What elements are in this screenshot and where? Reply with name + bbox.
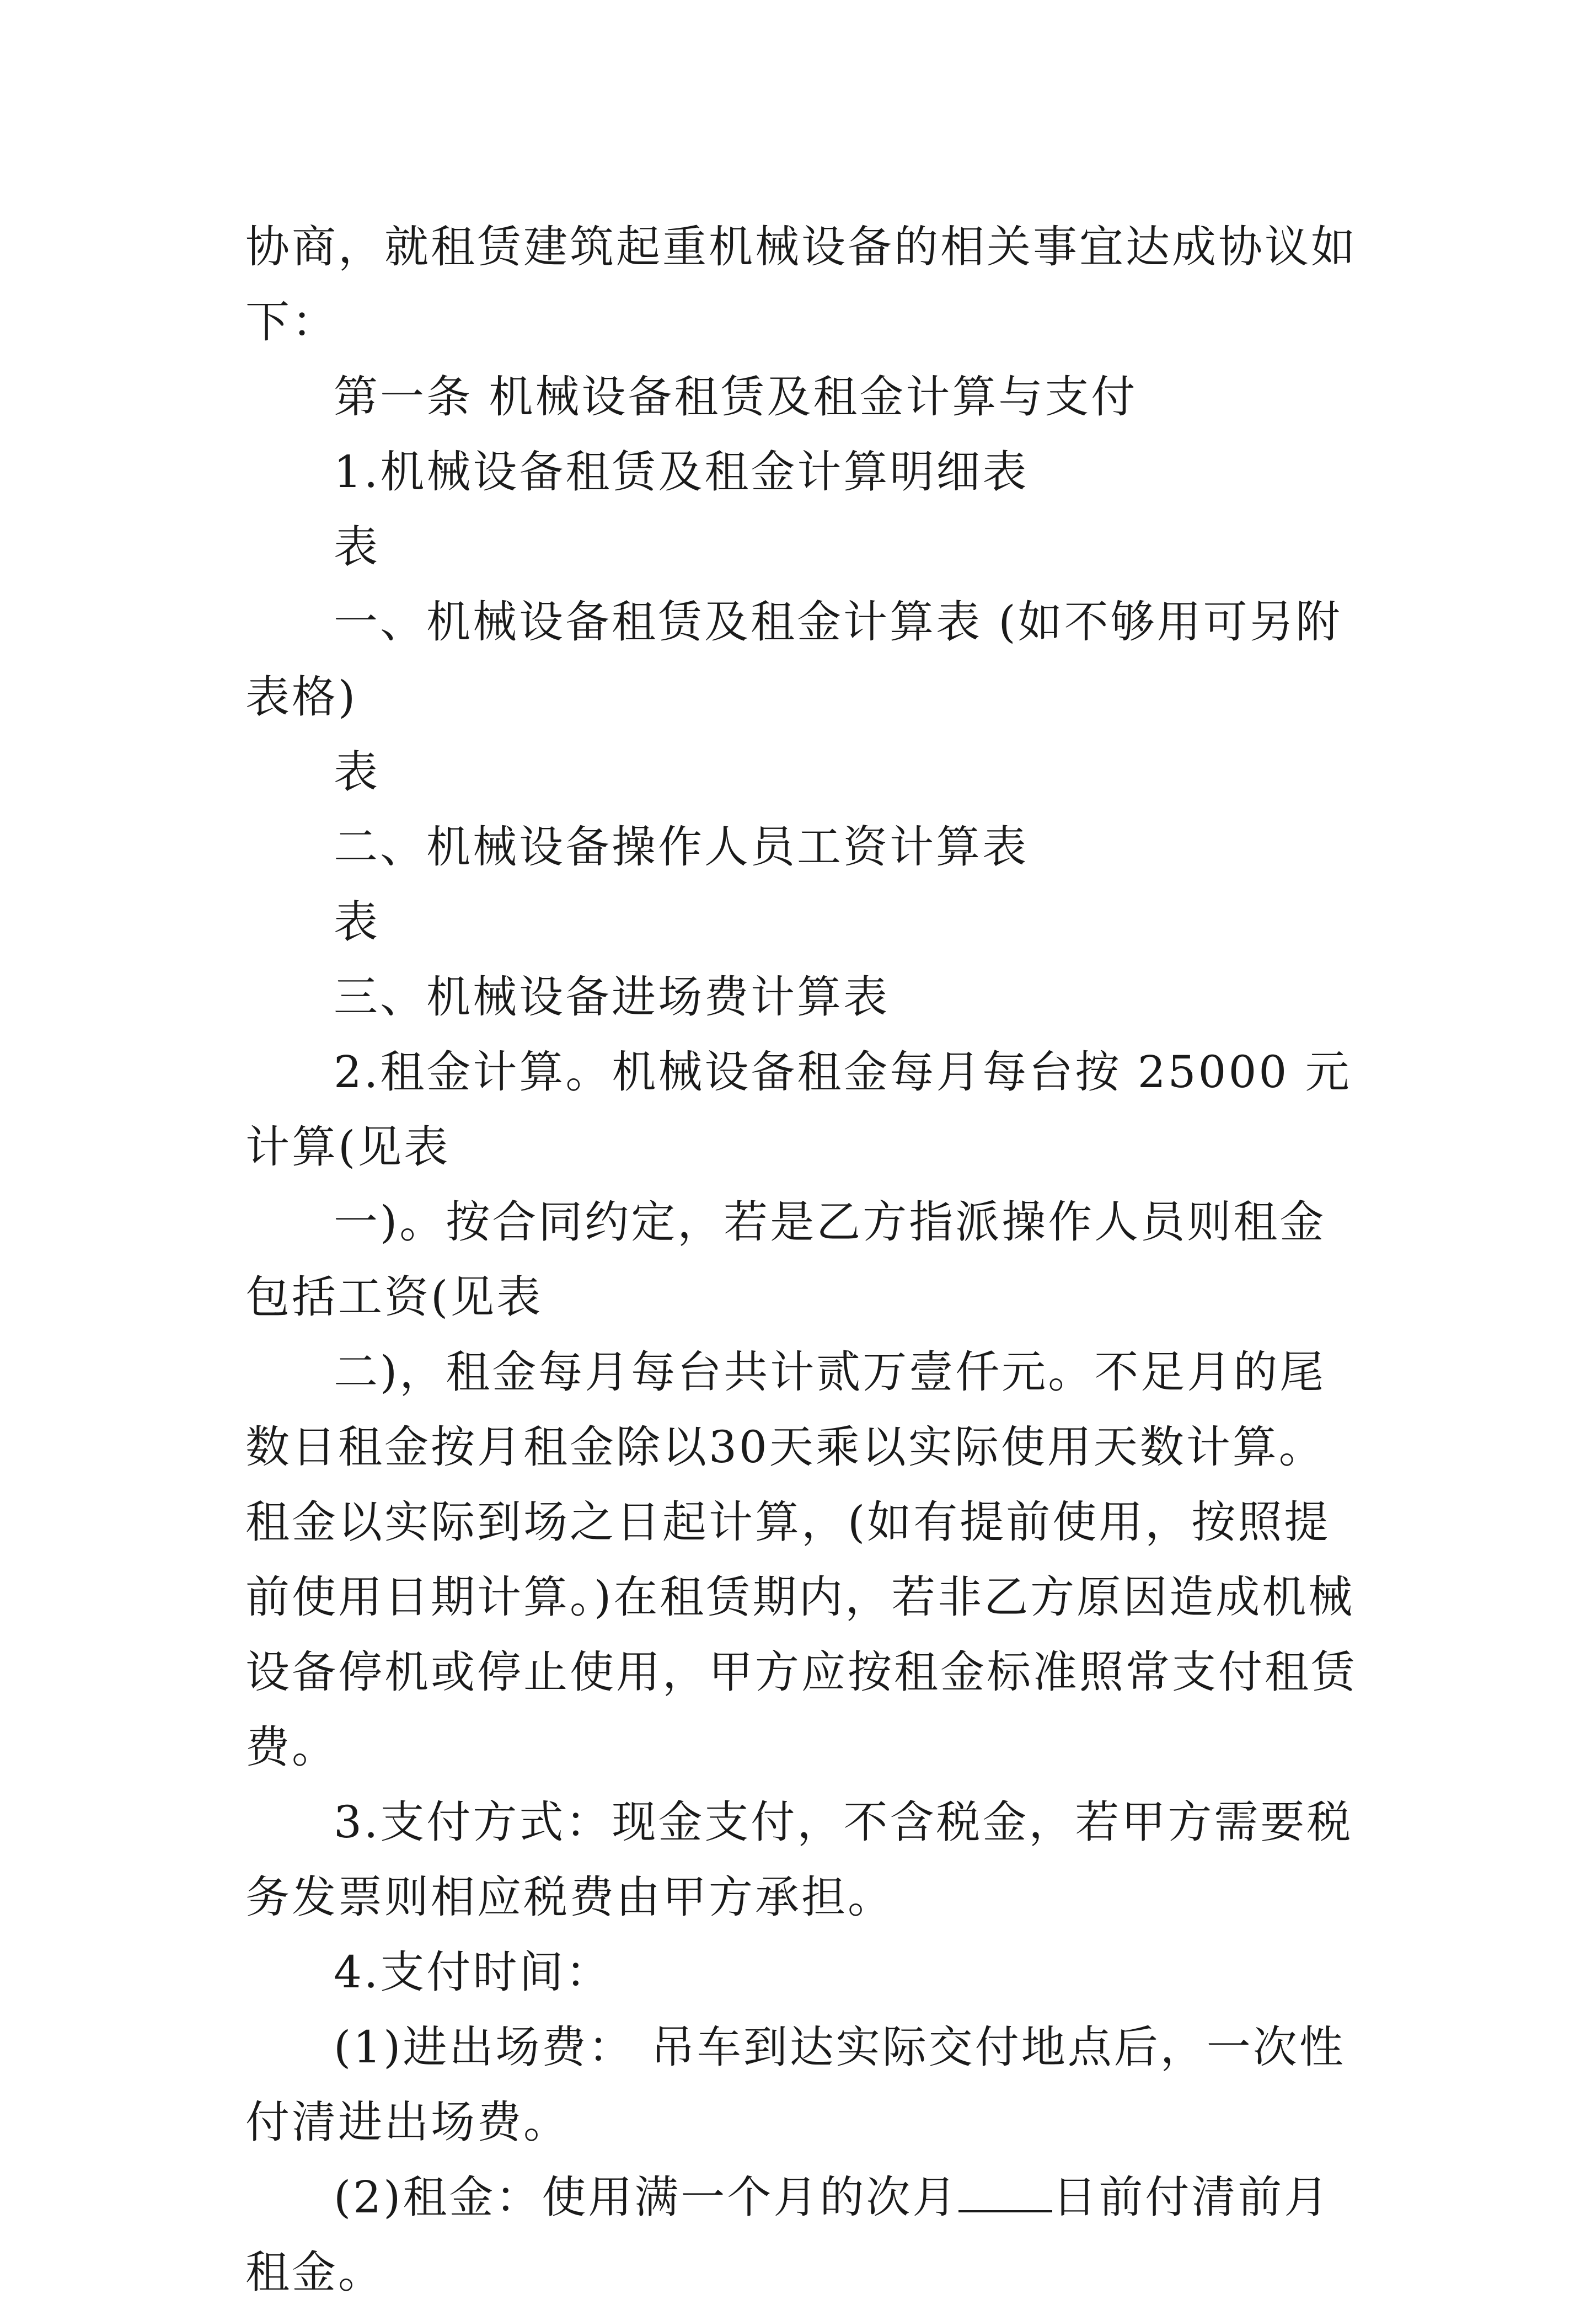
article-1-heading: 第一条 机械设备租赁及租金计算与支付 — [334, 371, 1138, 423]
paragraph-table-3-title: 三、机械设备进场费计算表 — [334, 971, 890, 1023]
paragraph-intro: 协商，就租赁建筑起重机械设备的相关事宜达成协议如下： — [245, 221, 1357, 347]
paragraph-item-2-cont-1: 一)。按合同约定，若是乙方指派操作人员则租金包括工资(见表 — [245, 1196, 1326, 1323]
paragraph-item-4: 4.支付时间： — [334, 1947, 612, 1998]
paragraph-item-4-2-before: (2)租金：使用满一个月的次月 — [334, 2172, 959, 2223]
paragraph-item-4-1: (1)进出场费： 吊车到达实际交付地点后，一次性付清进出场费。 — [245, 2022, 1346, 2148]
paragraph-table-label-1: 表 — [334, 521, 380, 573]
document-body — [245, 210, 1370, 2310]
paragraph-item-2: 2.租金计算。机械设备租金每月每台按 25000 元计算(见表 — [245, 1046, 1352, 1173]
paragraph-table-2-title: 二、机械设备操作人员工资计算表 — [334, 821, 1029, 873]
paragraph-table-label-2: 表 — [334, 746, 380, 798]
paragraph-table-1-title: 一、机械设备租赁及租金计算表 (如不够用可另附表格) — [245, 596, 1342, 723]
fill-in-blank — [958, 2172, 1052, 2212]
paragraph-table-label-3: 表 — [334, 896, 380, 948]
paragraph-item-2-cont-2: 二)，租金每月每台共计贰万壹仟元。不足月的尾数日租金按月租金除以30天乘以实际使用天数计算。租金以实际到场之日起计算，(如有提前使用，按照提前使用日期计算。)在租赁期内，若非乙方原因造成机械设备停机或停止使用，甲方应按租金标准照常支付租赁费。 — [245, 1346, 1357, 1773]
paragraph-item-4-2-after: 日前付清前月租金。 — [245, 2172, 1331, 2298]
paragraph-item-3: 3.支付方式：现金支付，不含税金，若甲方需要税务发票则相应税费由甲方承担。 — [245, 1796, 1353, 1923]
paragraph-item-4-2 — [245, 2160, 1370, 2310]
paragraph-item-1: 1.机械设备租赁及租金计算明细表 — [334, 446, 1029, 498]
